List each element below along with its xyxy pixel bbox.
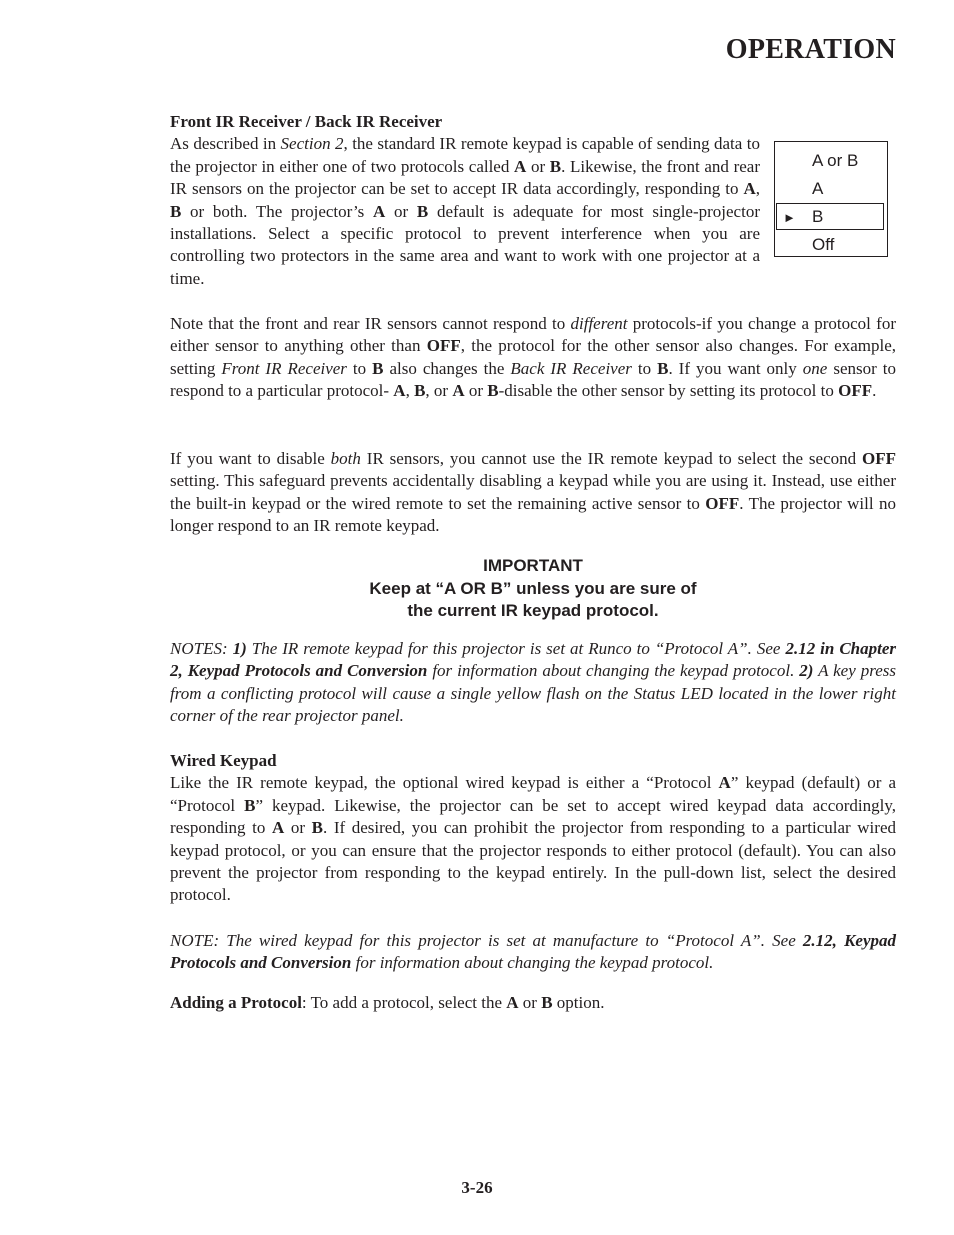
text-run: Adding a Protocol <box>170 993 302 1012</box>
text-run: A <box>743 179 756 199</box>
text-run: A <box>506 993 519 1012</box>
menu-item-a[interactable]: A <box>812 179 824 198</box>
text-run: one <box>802 358 828 378</box>
text-run: IR sensors, you cannot use the IR remote keypad to select the second <box>360 449 863 468</box>
text-run: B <box>416 201 429 221</box>
text-run: both <box>330 449 361 468</box>
text-run: , or <box>425 381 453 401</box>
text-run: B <box>541 993 553 1012</box>
text-run: or <box>385 201 417 221</box>
text-run: . If you want only <box>668 358 803 378</box>
important-line-3: the current IR keypad protocol. <box>407 601 659 620</box>
text-run: sensor to respond to a particular protocol- <box>170 358 896 401</box>
text-run: or <box>464 381 488 401</box>
text-run: B <box>170 201 182 221</box>
important-line-2: Keep at “A OR B” unless you are sure of <box>369 578 697 598</box>
text-run: NOTE: The wired keypad for this projector is set at manufacture to “Protocol A”. See <box>170 931 803 950</box>
wired-note-wrap <box>170 930 896 975</box>
text-run: The IR remote keypad for this projector is set at Runco to “Protocol A”. See <box>246 639 786 658</box>
text-run: . If desired, you can prohibit the projector from responding to a particular wired keypad protocol, or you can ensure that the projector responds to either protocol (default). You can also prevent the projector from responding to the keypad entirely. In the pull-down list, select the desired protocol. <box>170 818 896 905</box>
text-run: A key press from a conflicting protocol will cause a single yellow flash on the Status LED located in the lower right corner of the rear projector panel. <box>170 661 896 726</box>
text-run: OFF <box>705 493 740 513</box>
text-run: different <box>570 314 628 333</box>
text-run: to <box>631 358 658 378</box>
text-run: or <box>518 993 542 1012</box>
text-run: A <box>452 381 465 401</box>
text-run: : To add a protocol, select the <box>301 993 507 1012</box>
text-run: B <box>372 358 384 378</box>
text-run: Like the IR remote keypad, the optional wired keypad is either a “Protocol <box>170 773 719 793</box>
text-run: 2.12 in Chapter 2, Keypad Protocols and Conversion <box>170 639 896 681</box>
text-run: OFF <box>838 381 873 401</box>
text-run: As described in <box>170 134 281 154</box>
text-run: OFF <box>426 336 461 356</box>
text-run: . <box>872 381 877 401</box>
page-header-title: OPERATION <box>725 34 896 65</box>
text-run: A <box>373 201 386 221</box>
text-run: 2) <box>799 661 814 681</box>
text-run: B <box>657 358 669 378</box>
text-run: ” keypad (default) or a “Protocol <box>170 773 896 815</box>
text-run: B <box>311 818 323 838</box>
text-run: Note that the front and rear IR sensors cannot respond to <box>170 314 571 333</box>
menu-item-a-or-b[interactable]: A or B <box>812 151 859 170</box>
text-run: Front IR Receiver <box>221 358 347 378</box>
text-run: A <box>393 381 406 401</box>
text-run: setting. This safeguard prevents accidentally disabling a keypad while you are using it. Instead, use either the built-in keypad or the wired remote to set the remaining active sensor to <box>170 471 896 513</box>
text-run: ” keypad. Likewise, the projector can be set to accept wired keypad data accordingly, responding to <box>170 795 896 838</box>
menu-selection-highlight <box>776 203 884 230</box>
menu-item-b[interactable]: B <box>812 207 824 226</box>
text-run: A <box>718 773 731 793</box>
text-run: . The projector will no longer respond to an IR remote keypad. <box>170 493 896 536</box>
ir-receiver-section <box>170 111 760 290</box>
selection-arrow-icon: ► <box>783 210 796 225</box>
wired-keypad-section <box>170 750 896 907</box>
text-run: , the protocol for the other sensor also changes. For example, setting <box>170 336 896 378</box>
text-run: B <box>487 381 499 401</box>
text-run: 2.12, Keypad Protocols and Conversion <box>170 931 896 973</box>
text-run: , <box>405 381 415 401</box>
text-run: , <box>755 179 760 199</box>
important-callout <box>170 555 896 623</box>
menu-item-off[interactable]: Off <box>812 235 835 254</box>
notes-wrap <box>170 638 896 728</box>
text-run: or <box>284 818 312 838</box>
ir-paragraph-1 <box>170 133 760 290</box>
text-run: B <box>244 795 256 815</box>
text-run: -disable the other sensor by setting its protocol to <box>498 381 839 401</box>
text-run: A <box>271 818 285 838</box>
ir-paragraph-2-wrap <box>170 313 896 403</box>
wired-note <box>170 930 896 975</box>
text-run: A <box>514 156 527 176</box>
ir-receiver-heading: Front IR Receiver / Back IR Receiver <box>170 112 443 131</box>
text-run: Section 2 <box>280 134 344 154</box>
text-run: , the standard IR remote keypad is capable of sending data to the projector in either one of two protocols called <box>170 134 760 176</box>
text-run: also changes the <box>383 358 511 378</box>
notes-paragraph <box>170 638 896 728</box>
adding-protocol-paragraph <box>170 992 896 1014</box>
text-run: for information about changing the keypad protocol. <box>427 661 800 681</box>
page-number: 3-26 <box>461 1178 493 1197</box>
text-run: Back IR Receiver <box>510 358 632 378</box>
ir-paragraph-3-wrap <box>170 448 896 538</box>
ir-paragraph-3 <box>170 448 896 538</box>
text-run: NOTES: <box>170 639 233 658</box>
text-run: B <box>549 156 562 176</box>
text-run: protocols-if you change a protocol for either sensor to anything other than <box>170 314 896 356</box>
text-run: for information about changing the keypad protocol. <box>351 953 714 973</box>
text-run: or <box>526 156 550 176</box>
text-run: default is adequate for most single-projector installations. Select a specific protocol to prevent interference when you are controlling two protectors in the same area and want to work with one projector at a time. <box>170 201 760 288</box>
wired-keypad-heading: Wired Keypad <box>170 751 277 770</box>
ir-paragraph-2 <box>170 313 896 403</box>
text-run: . Likewise, the front and rear IR sensors on the projector can be set to accept IR data accordingly, responding to <box>170 156 760 199</box>
text-run: OFF <box>862 449 897 468</box>
text-run: or both. The projector’s <box>181 201 374 221</box>
important-title: IMPORTANT <box>483 556 583 575</box>
wired-paragraph-1 <box>170 772 896 906</box>
text-run: to <box>346 358 373 378</box>
adding-protocol-wrap <box>170 992 896 1014</box>
text-run: option. <box>552 993 605 1012</box>
text-run: If you want to disable <box>170 449 331 468</box>
text-run: B <box>414 381 426 401</box>
ir-protocol-menu[interactable] <box>774 141 888 257</box>
text-run: 1) <box>232 639 247 658</box>
